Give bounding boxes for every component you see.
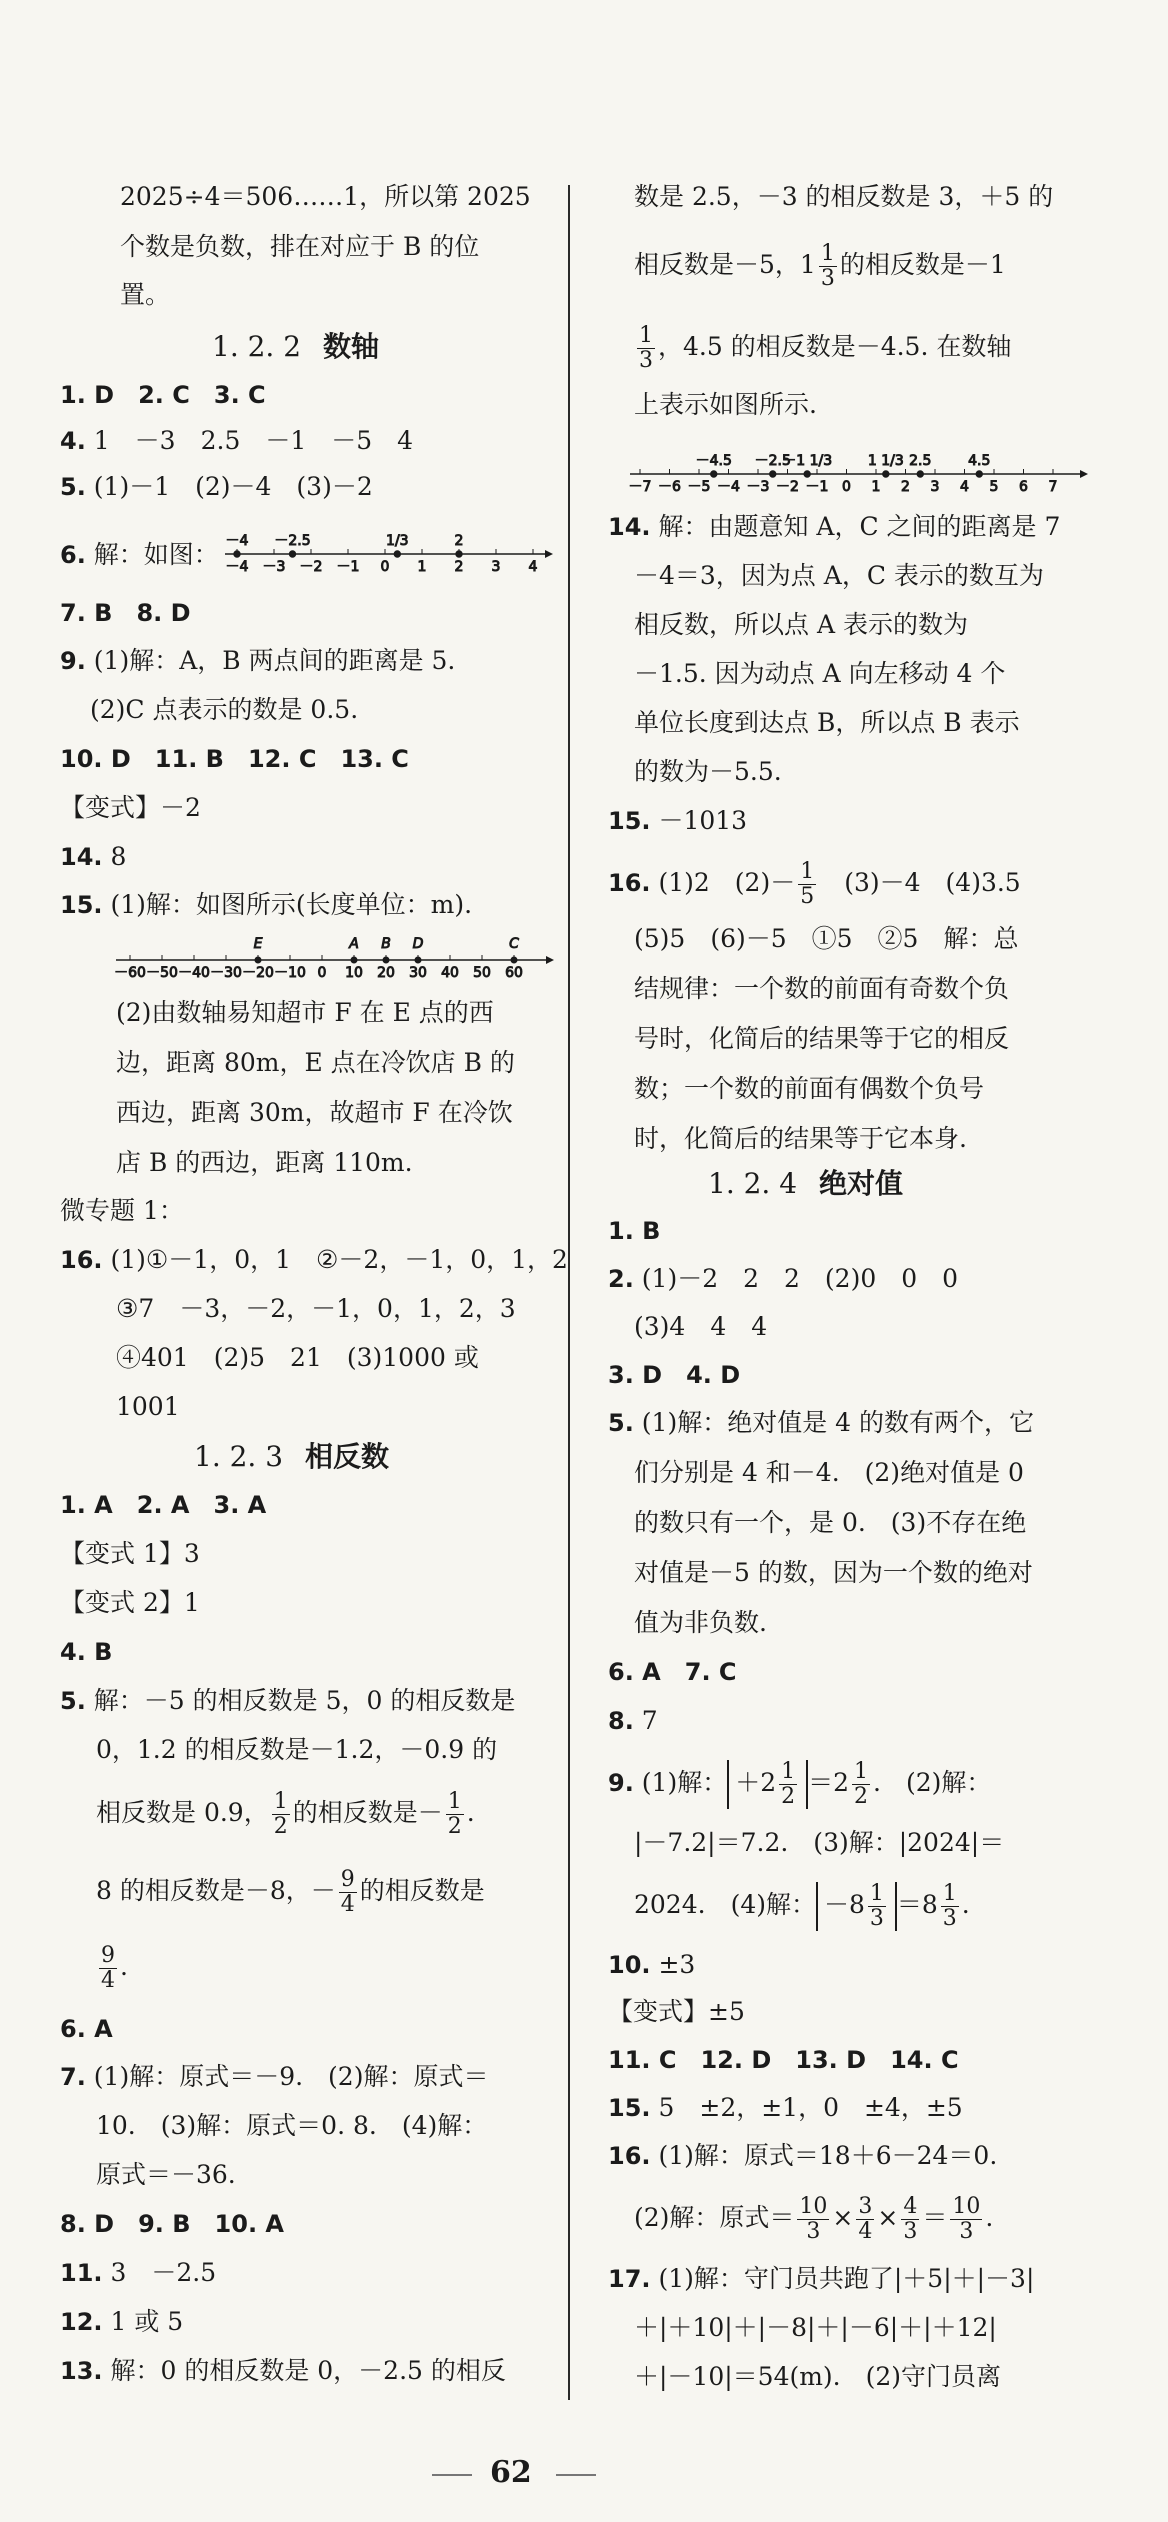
variant-answer: 【变式】－2 xyxy=(60,793,201,822)
answer-line: －1.5. 因为动点 A 向左移动 4 个 xyxy=(634,659,1006,688)
tick-label: －60 xyxy=(114,965,146,981)
fraction: $\frac{10}{3}$ xyxy=(799,2194,828,2244)
answer-line: 2024. (4)解： －8 $\frac{1}{3}$ ＝8 $\frac{1}{3}$ . xyxy=(634,1881,970,1931)
answer-line: (2)C 点表示的数是 0.5. xyxy=(90,695,359,724)
point-label: B xyxy=(381,936,391,952)
tick-label: －30 xyxy=(210,965,242,981)
tick-label: 1 xyxy=(871,479,881,495)
tick-label: －6 xyxy=(658,479,681,495)
variant-answer: 【变式】±5 xyxy=(608,1997,745,2026)
answer-line: 1001 xyxy=(116,1392,180,1421)
answer-line: (3)4 4 4 xyxy=(634,1312,768,1341)
answer-line: 2. (1)－2 2 2 (2)0 0 0 xyxy=(608,1264,959,1293)
point-dot xyxy=(511,957,517,963)
point-label: 2.5 xyxy=(909,453,932,469)
answer-line: 的数只有一个，是 0. (3)不存在绝 xyxy=(634,1508,1027,1537)
tick-label: 3 xyxy=(930,479,940,495)
point-label: C xyxy=(509,936,519,952)
answer-line: 结规律：一个数的前面有奇数个负 xyxy=(634,974,1010,1003)
answer-line: 对值是－5 的数，因为一个数的绝对 xyxy=(634,1558,1033,1587)
micro-topic-label: 微专题 1： xyxy=(60,1196,184,1225)
tick-label: 20 xyxy=(377,965,395,981)
answer-line: 6. 解：如图： xyxy=(60,540,219,569)
number-line-q13 xyxy=(630,440,1090,500)
tick-label: 40 xyxy=(441,965,459,981)
page-number-dash xyxy=(556,2474,596,2476)
point-label: －4.5 xyxy=(695,453,732,469)
answer-line: 5. (1)－1 (2)－4 (3)－2 xyxy=(60,472,373,501)
answer-line: 10. (3)解：原式＝0. 8. (4)解： xyxy=(96,2111,488,2140)
answer-line: (5)5 (6)－5 ①5 ②5 解：总 xyxy=(634,924,1019,953)
column-divider xyxy=(568,185,570,2400)
answer-line: 11. 3 －2.5 xyxy=(60,2258,217,2287)
left-column xyxy=(60,0,568,2420)
point-label: 4.5 xyxy=(968,453,991,469)
answer-line: 0，1.2 的相反数是－1.2，－0.9 的 xyxy=(96,1735,498,1764)
intro-line: 2025÷4＝506……1，所以第 2025 xyxy=(120,182,531,211)
point-dot xyxy=(804,471,810,477)
tick-label: 5 xyxy=(989,479,999,495)
fraction: $\frac{10}{3}$ xyxy=(952,2194,981,2244)
intro-line: 个数是负数，排在对应于 B 的位 xyxy=(120,232,480,261)
point-label: －4 xyxy=(225,533,249,549)
answer-line: 5. 解：－5 的相反数是 5，0 的相反数是 xyxy=(60,1686,516,1715)
answer-line: $\frac{9}{4}$ . xyxy=(101,1943,128,1993)
point-label: 1/3 xyxy=(386,533,409,549)
answer-line: 6. A 7. C xyxy=(608,1658,737,1686)
tick-label: －10 xyxy=(274,965,306,981)
fraction: $\frac{1}{2}$ xyxy=(781,1759,796,1809)
tick-label: －1 xyxy=(805,479,829,495)
answer-line: 原式＝－36. xyxy=(96,2160,236,2189)
number-line-q15 xyxy=(116,928,556,988)
answer-line: 相反数是 0.9， $\frac{1}{2}$ 的相反数是－ $\frac{1}{2}$ . xyxy=(96,1789,475,1839)
answer-line: 1. D 2. C 3. C xyxy=(60,381,266,409)
fraction: $\frac{1}{3}$ xyxy=(942,1881,957,1931)
answer-line: 们分别是 4 和－4. (2)绝对值是 0 xyxy=(634,1458,1024,1487)
answer-line: 15. －1013 xyxy=(608,806,748,835)
section-heading: 1. 2. 4 绝对值 xyxy=(708,1167,904,1200)
answer-line: 相反数是－5，1 $\frac{1}{3}$ 的相反数是－1 xyxy=(634,241,1006,291)
answer-line: 16. (1)①－1，0，1 ②－2，－1，0，1，2 xyxy=(60,1245,568,1274)
answer-line: 11. C 12. D 13. D 14. C xyxy=(608,2046,959,2074)
answer-line: 7. B 8. D xyxy=(60,599,191,627)
tick-label: －20 xyxy=(242,965,274,981)
point-label: 1 1/3 xyxy=(867,453,904,469)
answer-line: 15. 5 ±2，±1，0 ±4，±5 xyxy=(608,2093,963,2122)
point-dot xyxy=(711,471,717,477)
tick-label: 1 xyxy=(417,559,427,575)
point-dot xyxy=(289,551,295,557)
answer-line: 16. (1)解：原式＝18＋6－24＝0. xyxy=(608,2141,998,2170)
tick-label: 2 xyxy=(454,559,464,575)
fraction: $\frac{1}{3}$ xyxy=(639,323,653,373)
point-dot xyxy=(255,957,261,963)
tick-label: －40 xyxy=(178,965,210,981)
fraction: $\frac{1}{3}$ xyxy=(820,241,835,291)
answer-line: 8 的相反数是－8，－ $\frac{9}{4}$ 的相反数是 xyxy=(96,1867,485,1917)
variant-answer: 【变式 2】1 xyxy=(60,1588,200,1617)
point-dot xyxy=(234,551,240,557)
answer-line: 西边，距离 30m，故超市 F 在冷饮 xyxy=(116,1098,513,1127)
answer-line: 12. 1 或 5 xyxy=(60,2307,184,2336)
point-label: D xyxy=(412,936,424,952)
answer-line: 13. 解：0 的相反数是 0，－2.5 的相反 xyxy=(60,2356,506,2385)
tick-label: 30 xyxy=(409,965,427,981)
point-dot xyxy=(917,471,923,477)
tick-label: 4 xyxy=(960,479,969,495)
tick-label: 7 xyxy=(1048,479,1058,495)
tick-label: 3 xyxy=(491,559,501,575)
answer-line: 边，距离 80m，E 点在冷饮店 B 的 xyxy=(116,1048,515,1077)
point-label: A xyxy=(349,936,359,952)
point-dot xyxy=(456,551,462,557)
point-dot xyxy=(383,957,389,963)
tick-label: －4 xyxy=(717,479,740,495)
answer-line: $\frac{1}{3}$ ，4.5 的相反数是－4.5. 在数轴 xyxy=(639,323,1012,373)
answer-line: ④401 (2)5 21 (3)1000 或 xyxy=(116,1343,479,1372)
point-label: E xyxy=(253,936,263,952)
tick-label: －2 xyxy=(299,559,323,575)
fraction: $\frac{1}{2}$ xyxy=(273,1789,288,1839)
fraction: $\frac{4}{3}$ xyxy=(903,2194,918,2244)
answer-line: 16. (1)2 (2)－ $\frac{1}{5}$ (3)－4 (4)3.5 xyxy=(608,859,1021,909)
point-dot xyxy=(394,551,400,557)
intro-line: 置。 xyxy=(120,280,171,309)
right-column xyxy=(608,0,1113,2420)
answer-line: ＋|＋10|＋|－8|＋|－6|＋|＋12| xyxy=(634,2313,997,2342)
tick-label: 2 xyxy=(901,479,910,495)
answer-line: 8. D 9. B 10. A xyxy=(60,2210,285,2238)
fraction: $\frac{1}{5}$ xyxy=(800,859,815,909)
answer-line: 3. D 4. D xyxy=(608,1361,741,1389)
tick-label: 60 xyxy=(505,965,523,981)
tick-label: －7 xyxy=(628,479,652,495)
answer-line: 店 B 的西边，距离 110m. xyxy=(116,1148,413,1177)
fraction: $\frac{9}{4}$ xyxy=(340,1867,355,1917)
answer-line: 相反数，所以点 A 表示的数为 xyxy=(634,610,968,639)
answer-line: 9. (1)解：A，B 两点间的距离是 5. xyxy=(60,646,456,675)
section-heading: 1. 2. 3 相反数 xyxy=(194,1440,390,1473)
point-label: －2.5 xyxy=(754,453,791,469)
tick-label: －1 xyxy=(336,559,360,575)
answer-line: 1. A 2. A 3. A xyxy=(60,1491,267,1519)
answer-line: 7. (1)解：原式＝－9. (2)解：原式＝ xyxy=(60,2062,489,2091)
answer-line: 的数为－5.5. xyxy=(634,757,782,786)
point-label: 2 xyxy=(454,533,464,549)
absolute-value: －8 $\frac{1}{3}$ xyxy=(816,1882,897,1931)
answer-line: －4＝3，因为点 A，C 表示的数互为 xyxy=(634,561,1044,590)
answer-line: ③7 －3，－2，－1，0，1，2，3 xyxy=(116,1294,516,1323)
tick-label: －5 xyxy=(687,479,711,495)
tick-label: －50 xyxy=(146,965,178,981)
answer-line: 4. 1 －3 2.5 －1 －5 4 xyxy=(60,426,414,455)
point-dot xyxy=(883,471,889,477)
answer-line: 上表示如图所示. xyxy=(634,390,817,419)
answer-line: 4. B xyxy=(60,1638,113,1666)
fraction: $\frac{9}{4}$ xyxy=(101,1943,115,1993)
answer-line: 15. (1)解：如图所示(长度单位：m). xyxy=(60,890,473,919)
point-dot xyxy=(415,957,421,963)
page-number-dash xyxy=(432,2474,472,2476)
page-number: 62 xyxy=(490,2455,532,2490)
answer-line: 单位长度到达点 B，所以点 B 表示 xyxy=(634,708,1020,737)
answer-line: 数是 2.5，－3 的相反数是 3，＋5 的 xyxy=(634,182,1054,211)
fraction: $\frac{3}{4}$ xyxy=(858,2194,873,2244)
point-dot xyxy=(351,957,357,963)
tick-label: 4 xyxy=(528,559,538,575)
answer-line: 1. B xyxy=(608,1217,661,1245)
answer-line: 9. (1)解： ＋2 $\frac{1}{2}$ ＝2 $\frac{1}{2}$ . (2)解： xyxy=(608,1759,992,1809)
tick-label: 0 xyxy=(380,559,390,575)
answer-line: 号时，化简后的结果等于它的相反 xyxy=(634,1024,1010,1053)
point-label: －1 1/3 xyxy=(782,453,833,469)
answer-line: 5. (1)解：绝对值是 4 的数有两个，它 xyxy=(608,1408,1034,1437)
tick-label: 0 xyxy=(842,479,851,495)
answer-line: ＋|－10|＝54(m). (2)守门员离 xyxy=(634,2362,1002,2391)
fraction: $\frac{1}{3}$ xyxy=(869,1881,884,1931)
tick-label: －2 xyxy=(776,479,799,495)
answer-line: 8. 7 xyxy=(608,1706,658,1735)
answer-line: 17. (1)解：守门员共跑了|＋5|＋|－3| xyxy=(608,2264,1035,2293)
answer-line: |－7.2|＝7.2. (3)解：|2024|＝ xyxy=(634,1828,1005,1857)
answer-line: 6. A xyxy=(60,2015,113,2043)
section-heading: 1. 2. 2 数轴 xyxy=(212,330,380,363)
number-line-q6 xyxy=(225,520,555,580)
answer-line: 值为非负数. xyxy=(634,1608,767,1637)
answer-line: (2)由数轴易知超市 F 在 E 点的西 xyxy=(116,998,494,1027)
answer-line: 数；一个数的前面有偶数个负号 xyxy=(634,1074,985,1103)
tick-label: 50 xyxy=(473,965,491,981)
absolute-value: ＋2 $\frac{1}{2}$ xyxy=(727,1760,808,1809)
point-dot xyxy=(770,471,776,477)
answer-line: 10. ±3 xyxy=(608,1950,696,1979)
fraction: $\frac{1}{2}$ xyxy=(854,1759,869,1809)
tick-label: －3 xyxy=(262,559,286,575)
answer-line: (2)解：原式＝ $\frac{10}{3}$ × $\frac{3}{4}$ × $\frac{4}{3}$ ＝ $\frac{10}{3}$ . xyxy=(634,2194,994,2244)
answer-line: 时，化简后的结果等于它本身. xyxy=(634,1124,967,1153)
tick-label: 6 xyxy=(1019,479,1028,495)
point-dot xyxy=(976,471,982,477)
answer-line: 14. 8 xyxy=(60,842,127,871)
fraction: $\frac{1}{2}$ xyxy=(447,1789,462,1839)
answer-line: 10. D 11. B 12. C 13. C xyxy=(60,745,409,773)
variant-answer: 【变式 1】3 xyxy=(60,1539,200,1568)
point-label: －2.5 xyxy=(274,533,311,549)
answer-line: 14. 解：由题意知 A，C 之间的距离是 7 xyxy=(608,512,1061,541)
tick-label: 10 xyxy=(345,965,363,981)
tick-label: 0 xyxy=(317,965,327,981)
tick-label: －4 xyxy=(225,559,249,575)
tick-label: －3 xyxy=(746,479,770,495)
